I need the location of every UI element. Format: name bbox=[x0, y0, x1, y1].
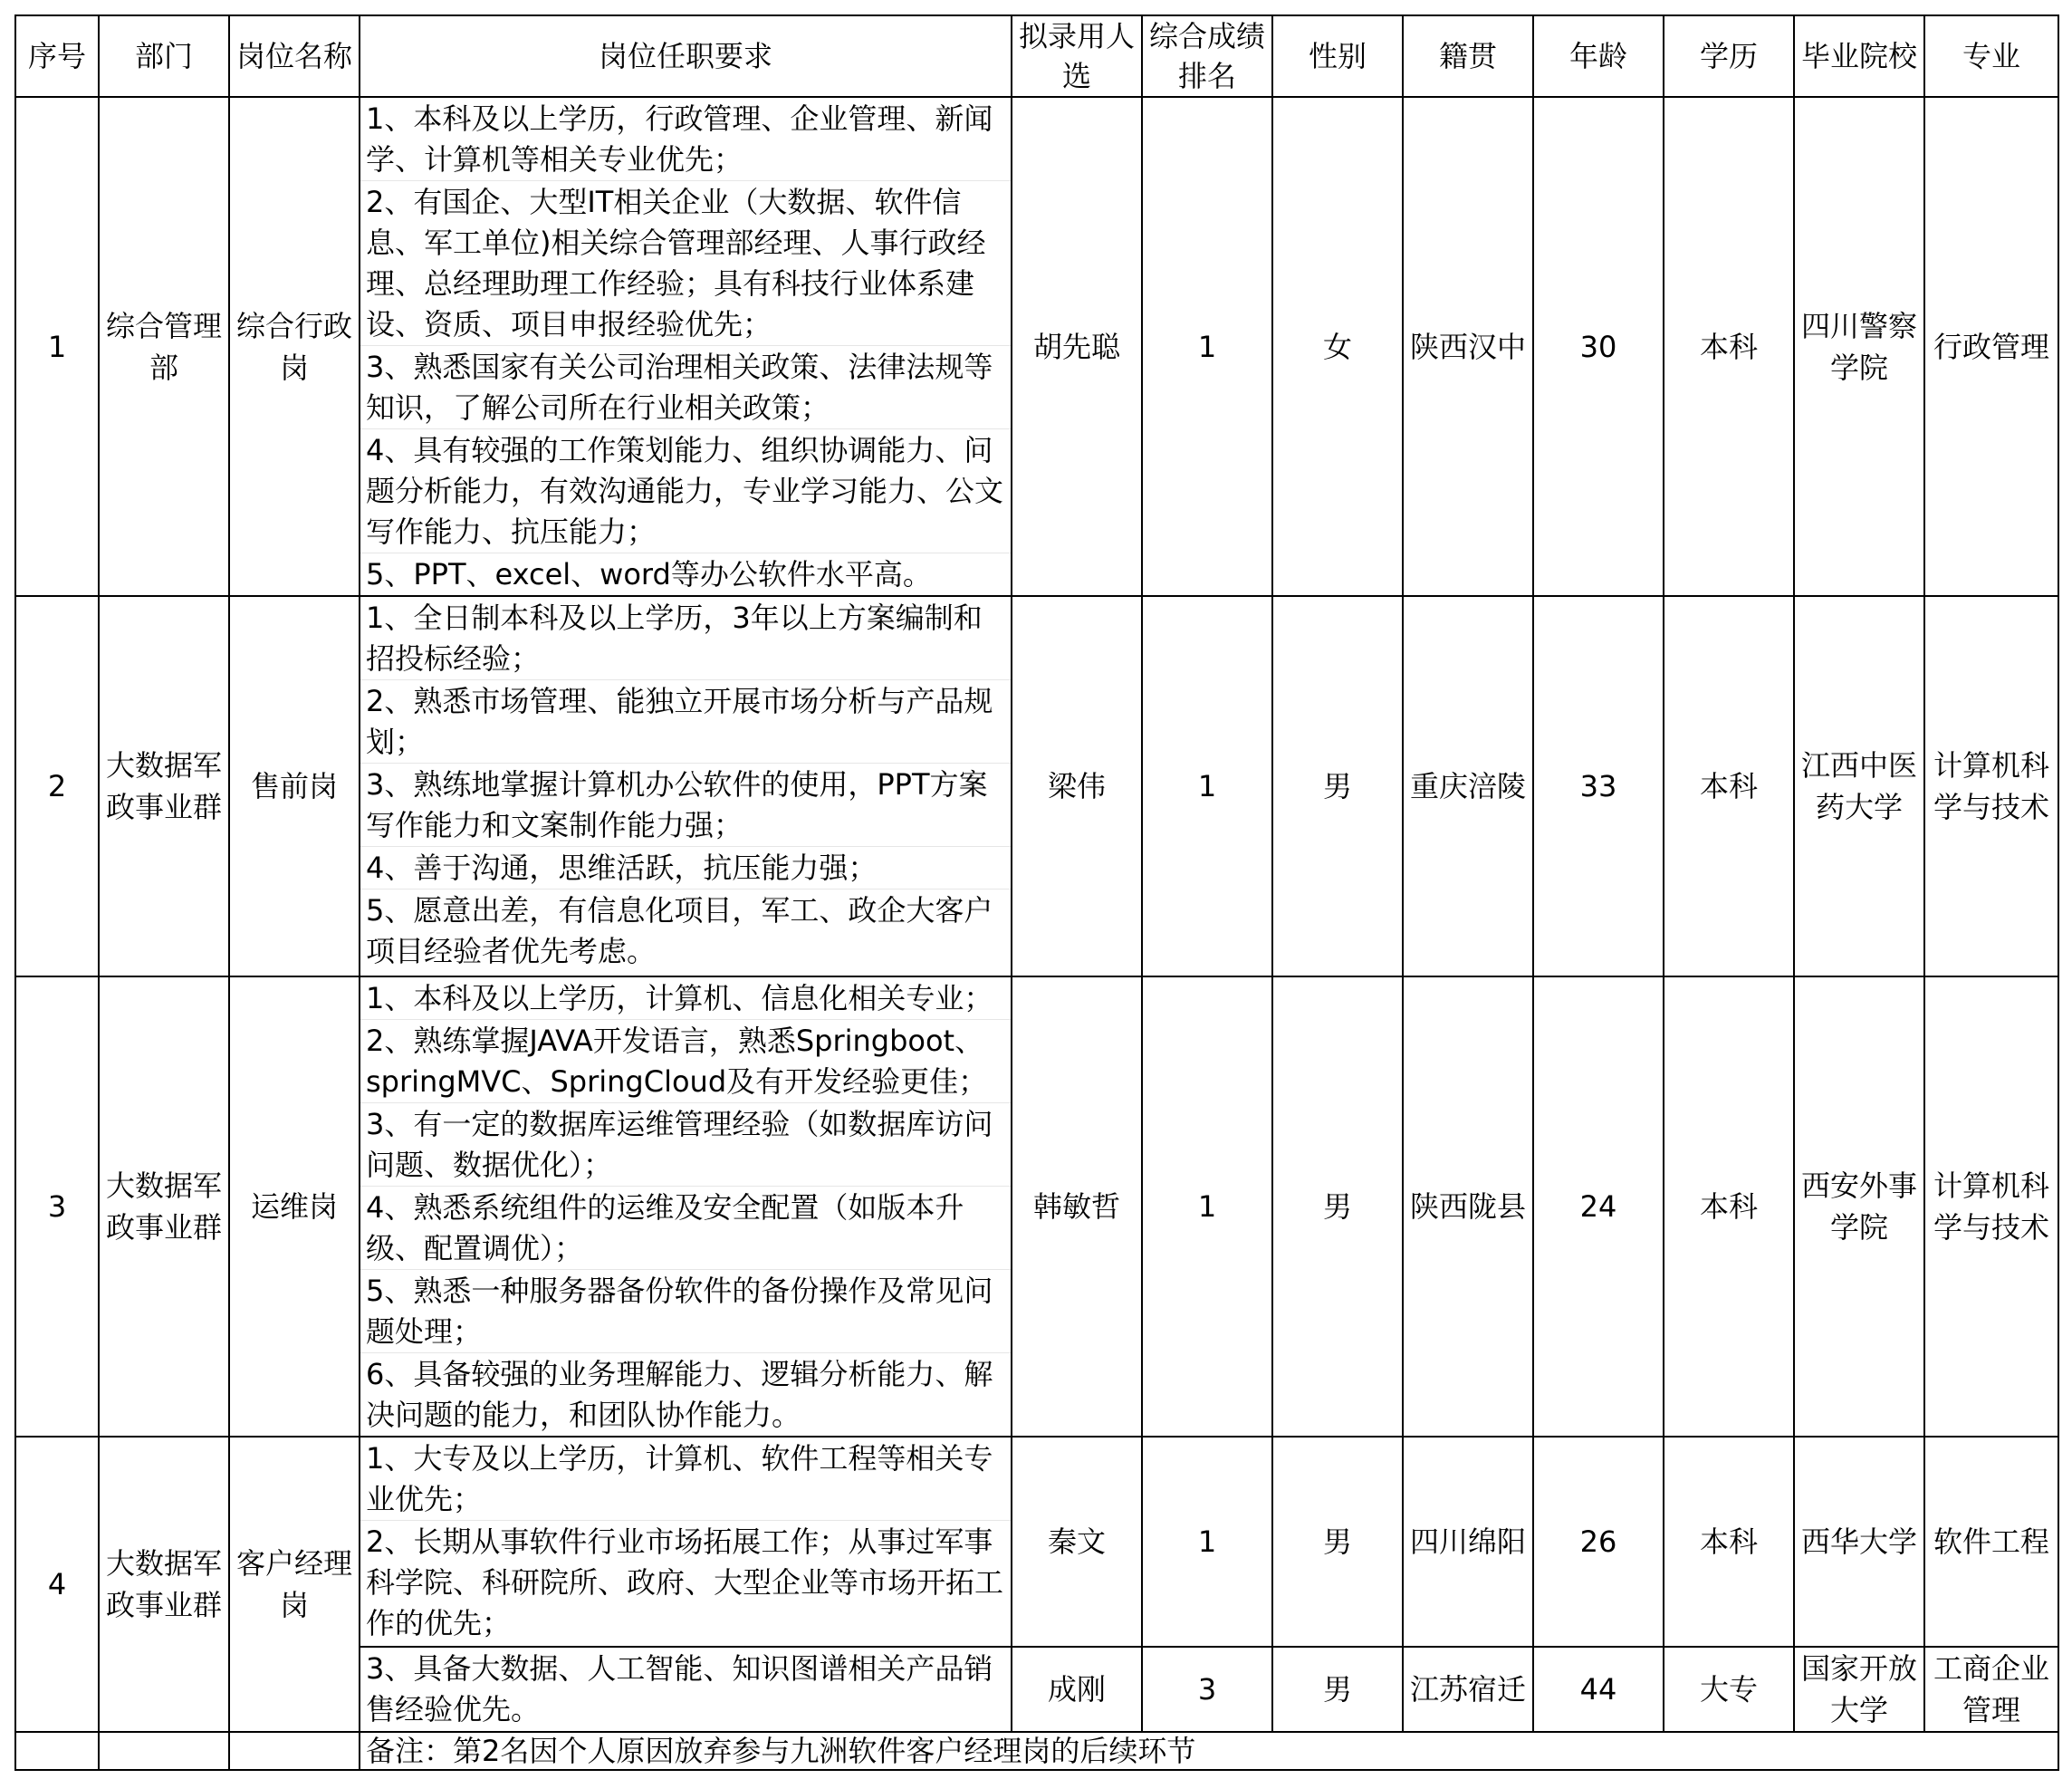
cell-dept: 大数据军政事业群 bbox=[99, 976, 229, 1437]
table-row bbox=[15, 596, 2058, 976]
cell-age: 24 bbox=[1533, 976, 1664, 1437]
note-blank-cell bbox=[15, 1732, 99, 1770]
cell-position: 售前岗 bbox=[229, 596, 360, 976]
header-gender: 性别 bbox=[1272, 15, 1403, 97]
cell-seq: 3 bbox=[15, 976, 99, 1437]
requirement-item: 5、熟悉一种服务器备份软件的备份操作及常见问题处理； bbox=[360, 1270, 1011, 1353]
cell-gender: 男 bbox=[1272, 596, 1403, 976]
cell-requirements bbox=[360, 1647, 1012, 1732]
requirement-item: 2、有国企、大型IT相关企业（大数据、软件信息、军工单位)相关综合管理部经理、人事行政经理、总经理助理工作经验；具有科技行业体系建设、资质、项目申报经验优先； bbox=[360, 181, 1011, 346]
cell-major: 行政管理 bbox=[1924, 97, 2058, 596]
requirement-item: 2、长期从事软件行业市场拓展工作；从事过军事科学院、科研院所、政府、大型企业等市场开拓工作的优先； bbox=[366, 1524, 1004, 1640]
cell-school: 江西中医药大学 bbox=[1794, 596, 1924, 976]
cell-school: 西华大学 bbox=[1794, 1437, 1924, 1647]
cell-major: 计算机科学与技术 bbox=[1924, 976, 2058, 1437]
cell-origin: 江苏宿迁 bbox=[1403, 1647, 1533, 1732]
header-dept: 部门 bbox=[99, 15, 229, 97]
recruitment-table bbox=[14, 14, 2059, 1771]
cell-candidate: 梁伟 bbox=[1012, 596, 1142, 976]
note-blank-cell bbox=[229, 1732, 360, 1770]
cell-school: 四川警察学院 bbox=[1794, 97, 1924, 596]
cell-school: 西安外事学院 bbox=[1794, 976, 1924, 1437]
cell-candidate: 韩敏哲 bbox=[1012, 976, 1142, 1437]
cell-dept: 大数据军政事业群 bbox=[99, 596, 229, 976]
header-row bbox=[15, 15, 2058, 97]
cell-requirements bbox=[360, 976, 1012, 1437]
cell-origin: 陕西陇县 bbox=[1403, 976, 1533, 1437]
cell-major: 计算机科学与技术 bbox=[1924, 596, 2058, 976]
cell-seq: 1 bbox=[15, 97, 99, 596]
header-origin: 籍贯 bbox=[1403, 15, 1533, 97]
cell-gender: 男 bbox=[1272, 1647, 1403, 1732]
cell-dept: 综合管理部 bbox=[99, 97, 229, 596]
header-major: 专业 bbox=[1924, 15, 2058, 97]
cell-position: 客户经理岗 bbox=[229, 1437, 360, 1732]
cell-major: 软件工程 bbox=[1924, 1437, 2058, 1647]
requirement-item: 3、熟悉国家有关公司治理相关政策、法律法规等知识，了解公司所在行业相关政策； bbox=[360, 346, 1011, 429]
cell-education: 大专 bbox=[1664, 1647, 1794, 1732]
cell-seq: 4 bbox=[15, 1437, 99, 1732]
header-school: 毕业院校 bbox=[1794, 15, 1924, 97]
note-text: 备注：第2名因个人原因放弃参与九洲软件客户经理岗的后续环节 bbox=[360, 1732, 2058, 1770]
requirement-item: 4、熟悉系统组件的运维及安全配置（如版本升级、配置调优）； bbox=[360, 1187, 1011, 1270]
cell-gender: 男 bbox=[1272, 976, 1403, 1437]
cell-rank: 1 bbox=[1142, 97, 1272, 596]
cell-gender: 男 bbox=[1272, 1437, 1403, 1647]
cell-requirements bbox=[360, 97, 1012, 596]
header-education: 学历 bbox=[1664, 15, 1794, 97]
requirement-item: 1、全日制本科及以上学历，3年以上方案编制和招投标经验； bbox=[360, 597, 1011, 680]
cell-age: 26 bbox=[1533, 1437, 1664, 1647]
table-row bbox=[15, 976, 2058, 1437]
cell-rank: 3 bbox=[1142, 1647, 1272, 1732]
header-rank: 综合成绩排名 bbox=[1142, 15, 1272, 97]
requirement-item: 3、有一定的数据库运维管理经验（如数据库访问问题、数据优化）； bbox=[360, 1103, 1011, 1187]
table-row bbox=[15, 1437, 2058, 1647]
requirement-item: 4、具有较强的工作策划能力、组织协调能力、问题分析能力，有效沟通能力，专业学习能力、公文写作能力、抗压能力； bbox=[360, 429, 1011, 553]
requirement-item: 3、具备大数据、人工智能、知识图谱相关产品销售经验优先。 bbox=[366, 1651, 993, 1726]
requirement-item: 5、PPT、excel、word等办公软件水平高。 bbox=[366, 557, 932, 591]
cell-dept: 大数据军政事业群 bbox=[99, 1437, 229, 1732]
cell-gender: 女 bbox=[1272, 97, 1403, 596]
cell-candidate: 成刚 bbox=[1012, 1647, 1142, 1732]
requirement-item: 6、具备较强的业务理解能力、逻辑分析能力、解决问题的能力，和团队协作能力。 bbox=[366, 1357, 993, 1432]
cell-age: 44 bbox=[1533, 1647, 1664, 1732]
cell-origin: 陕西汉中 bbox=[1403, 97, 1533, 596]
cell-candidate: 秦文 bbox=[1012, 1437, 1142, 1647]
requirement-item: 1、大专及以上学历，计算机、软件工程等相关专业优先； bbox=[360, 1438, 1011, 1521]
header-requirements: 岗位任职要求 bbox=[360, 15, 1012, 97]
cell-education: 本科 bbox=[1664, 97, 1794, 596]
requirement-item: 5、愿意出差，有信息化项目，军工、政企大客户项目经验者优先考虑。 bbox=[366, 893, 993, 968]
cell-origin: 四川绵阳 bbox=[1403, 1437, 1533, 1647]
requirement-item: 2、熟悉市场管理、能独立开展市场分析与产品规划； bbox=[360, 680, 1011, 764]
note-blank-cell bbox=[99, 1732, 229, 1770]
cell-candidate: 胡先聪 bbox=[1012, 97, 1142, 596]
cell-seq: 2 bbox=[15, 596, 99, 976]
cell-requirements bbox=[360, 596, 1012, 976]
cell-education: 本科 bbox=[1664, 1437, 1794, 1647]
header-age: 年龄 bbox=[1533, 15, 1664, 97]
table-row bbox=[15, 97, 2058, 596]
requirement-item: 1、本科及以上学历，行政管理、企业管理、新闻学、计算机等相关专业优先； bbox=[360, 98, 1011, 181]
cell-origin: 重庆涪陵 bbox=[1403, 596, 1533, 976]
header-seq: 序号 bbox=[15, 15, 99, 97]
requirement-item: 1、本科及以上学历，计算机、信息化相关专业； bbox=[360, 977, 1011, 1020]
requirement-item: 4、善于沟通，思维活跃，抗压能力强； bbox=[360, 847, 1011, 890]
cell-education: 本科 bbox=[1664, 976, 1794, 1437]
header-candidate: 拟录用人选 bbox=[1012, 15, 1142, 97]
cell-position: 运维岗 bbox=[229, 976, 360, 1437]
cell-major: 工商企业管理 bbox=[1924, 1647, 2058, 1732]
cell-education: 本科 bbox=[1664, 596, 1794, 976]
requirement-item: 3、熟练地掌握计算机办公软件的使用，PPT方案写作能力和文案制作能力强； bbox=[360, 764, 1011, 847]
requirement-item: 2、熟练掌握JAVA开发语言，熟悉Springboot、springMVC、SpringCloud及有开发经验更佳； bbox=[360, 1020, 1011, 1103]
header-position: 岗位名称 bbox=[229, 15, 360, 97]
cell-rank: 1 bbox=[1142, 596, 1272, 976]
cell-position: 综合行政岗 bbox=[229, 97, 360, 596]
cell-rank: 1 bbox=[1142, 976, 1272, 1437]
cell-school: 国家开放大学 bbox=[1794, 1647, 1924, 1732]
note-row bbox=[15, 1732, 2058, 1770]
cell-age: 33 bbox=[1533, 596, 1664, 976]
cell-requirements bbox=[360, 1437, 1012, 1647]
cell-age: 30 bbox=[1533, 97, 1664, 596]
cell-rank: 1 bbox=[1142, 1437, 1272, 1647]
